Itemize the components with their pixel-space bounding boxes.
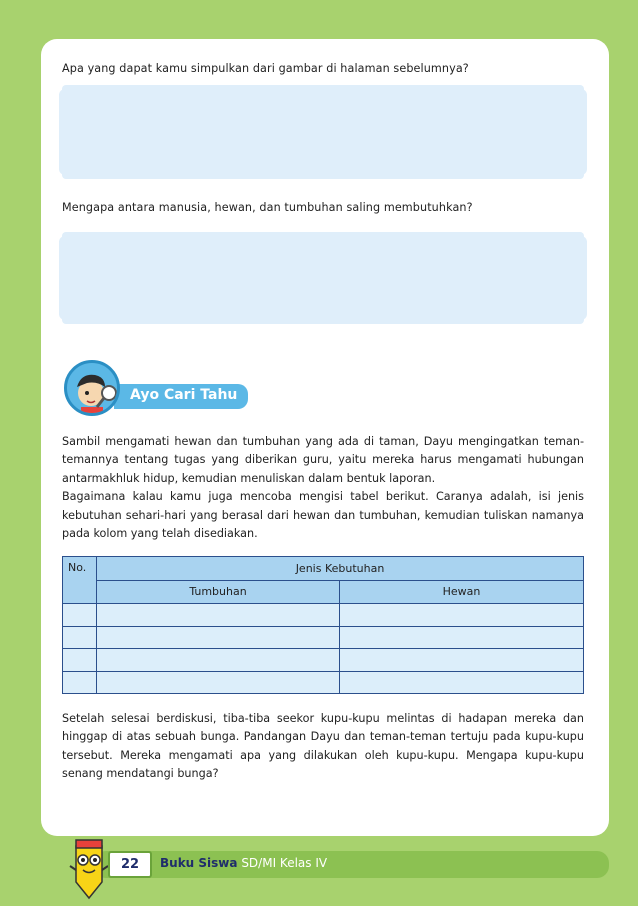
hewan-cell[interactable] [340, 671, 584, 694]
col-tumbuhan-header: Tumbuhan [97, 580, 340, 604]
tumbuhan-cell[interactable] [97, 626, 340, 649]
section-badge [64, 360, 254, 420]
tumbuhan-cell[interactable] [97, 604, 340, 627]
page-number: 22 [108, 851, 152, 878]
row-no-cell [63, 626, 97, 649]
table-row [63, 626, 584, 649]
hewan-cell[interactable] [340, 604, 584, 627]
pencil-mascot-icon [62, 836, 114, 902]
footer-grade: SD/MI Kelas IV [241, 856, 328, 870]
col-hewan-header: Hewan [340, 580, 584, 604]
row-no-cell [63, 649, 97, 672]
table-row [63, 649, 584, 672]
question-2: Mengapa antara manusia, hewan, dan tumbuhan saling membutuhkan? [62, 201, 473, 214]
paragraph-intro-line-1: Sambil mengamati hewan dan tumbuhan yang ada di taman, Dayu mengingatkan teman-temannya tentang tugas yang diberikan guru, yaitu mereka harus mengamati hubungan antarmakhluk hidup, kemudian menuliskan dalam bentuk laporan. [62, 435, 584, 485]
row-no-cell [63, 671, 97, 694]
magnifier-boy-icon [64, 360, 120, 416]
paragraph-intro-line-2: Bagaimana kalau kamu juga mencoba mengisi tabel berikut. Caranya adalah, isi jenis kebutuhan sehari-hari yang berasal dari hewan dan tumbuhan, kemudian tuliskan namanya pada kolom yang telah disediakan. [62, 490, 584, 541]
hewan-cell[interactable] [340, 649, 584, 672]
footer-title [160, 856, 327, 870]
answer-box-1[interactable] [62, 85, 584, 179]
hewan-cell[interactable] [340, 626, 584, 649]
col-group-header: Jenis Kebutuhan [97, 557, 584, 581]
footer-book: Buku Siswa [160, 856, 238, 870]
table-row [63, 671, 584, 694]
answer-box-2[interactable] [62, 232, 584, 324]
table-subheader-row [63, 580, 584, 604]
badge-label: Ayo Cari Tahu [130, 387, 238, 403]
table-row [63, 604, 584, 627]
question-1: Apa yang dapat kamu simpulkan dari gambar di halaman sebelumnya? [62, 62, 469, 75]
tumbuhan-cell[interactable] [97, 649, 340, 672]
table-header-row [63, 557, 584, 581]
tumbuhan-cell[interactable] [97, 671, 340, 694]
row-no-cell [63, 604, 97, 627]
paragraph-intro [62, 433, 584, 543]
paragraph-butterfly: Setelah selesai berdiskusi, tiba-tiba seekor kupu-kupu melintas di hadapan mereka dan hinggap di atas sebuah bunga. Pandangan Dayu dan teman-teman tertuju pada kupu-kupu tersebut. Mereka mengamati apa yang dilakukan oleh kupu-kupu. Mengapa kupu-kupu senang mendatangi bunga? [62, 712, 584, 781]
needs-table [62, 556, 584, 694]
col-no-header: No. [63, 557, 97, 604]
